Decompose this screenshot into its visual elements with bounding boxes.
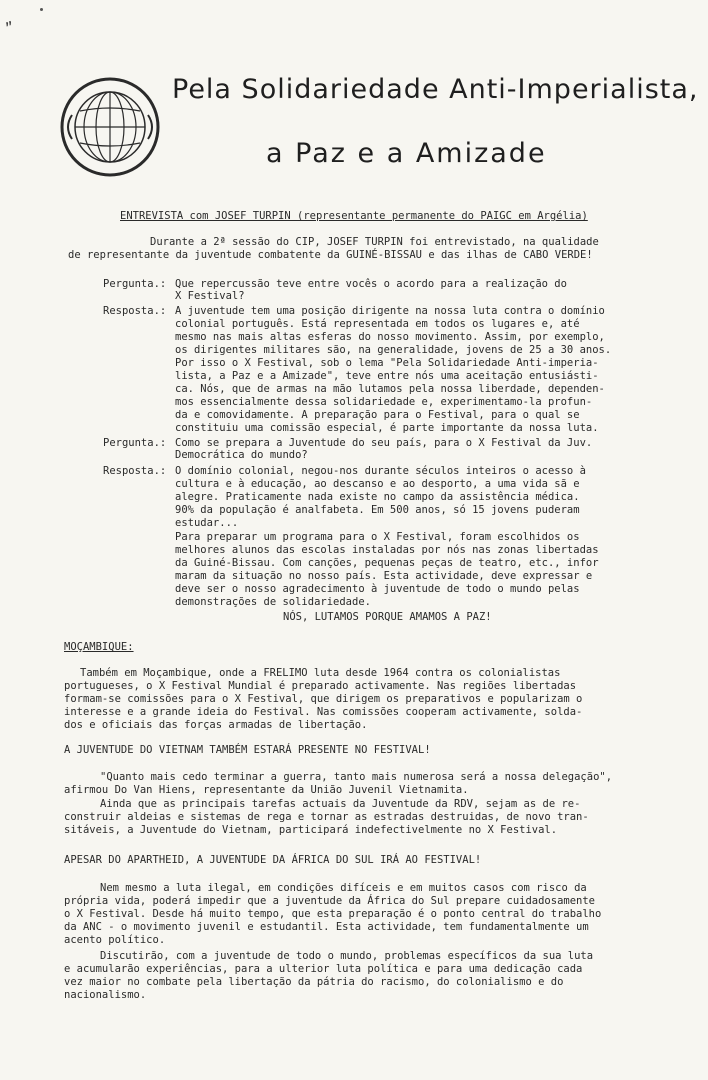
answer-label: Resposta.: <box>103 465 167 477</box>
paragraph-line: "Quanto mais cedo terminar a guerra, tanto mais numerosa será a nossa delegação", <box>100 771 613 783</box>
answer-line: Por isso o X Festival, sob o lema "Pela Solidariedade Anti-imperia- <box>175 357 599 369</box>
answer-line: colonial português. Está representada em todos os lugares e, até <box>175 318 580 330</box>
section-heading-south-africa: APESAR DO APARTHEID, A JUVENTUDE DA ÁFRICA DO SUL IRÁ AO FESTIVAL! <box>64 854 482 866</box>
answer-line: estudar... <box>175 517 239 529</box>
answer-line: mesmo nas mais altas esferas do nosso movimento. Assim, por exemplo, <box>175 331 605 343</box>
question-line: Democrática do mundo? <box>175 449 308 461</box>
interview-slogan: NÓS, LUTAMOS PORQUE AMAMOS A PAZ! <box>283 611 492 623</box>
answer-line: os dirigentes militares são, na generalidade, jovens de 25 a 30 anos. <box>175 344 612 356</box>
answer-line: da e comovidamente. A preparação para o Festival, para o qual se <box>175 409 580 421</box>
answer-line: da Guiné-Bissau. Com canções, pequenas peças de teatro, etc., infor <box>175 557 599 569</box>
answer-line: mos essencialmente dessa solidariedade e, experimentamo-la profun- <box>175 396 593 408</box>
paragraph-line: própria vida, poderá impedir que a juventude da África do Sul prepare cuidadosamente <box>64 895 596 907</box>
answer-line: constituiu uma comissão especial, é parte importante da nossa luta. <box>175 422 599 434</box>
interview-intro-line: Durante a 2ª sessão do CIP, JOSEF TURPIN foi entrevistado, na qualidade <box>150 236 599 248</box>
paragraph-line: o X Festival. Desde há muito tempo, que esta preparação é o ponto central do trabalho <box>64 908 602 920</box>
paragraph-line: interesse e a grande ideia do Festival. Nas comissões cooperam activamente, solda- <box>64 706 583 718</box>
interview-intro-line: de representante da juventude combatente da GUINÉ-BISSAU e das ilhas de CABO VERDE! <box>68 249 593 261</box>
paragraph-line: Também em Moçambique, onde a FRELIMO luta desde 1964 contra os colonialistas <box>80 667 561 679</box>
answer-line: lista, a Paz e a Amizade", teve entre nós uma aceitação entusiásti- <box>175 370 599 382</box>
interview-heading: ENTREVISTA com JOSEF TURPIN (representante permanente do PAIGC em Argélia) <box>120 210 588 222</box>
paragraph-line: da ANC - o movimento juvenil e estudantil. Esta actividade, tem fundamentalmente um <box>64 921 589 933</box>
paragraph-line: dos e oficiais das forças armadas de libertação. <box>64 719 368 731</box>
scan-dot <box>40 8 43 11</box>
question-label: Pergunta.: <box>103 278 167 290</box>
page-title-line-1: Pela Solidariedade Anti-Imperialista, <box>172 74 699 105</box>
paragraph-line: Ainda que as principais tarefas actuais da Juventude da RDV, sejam as de re- <box>100 798 581 810</box>
paragraph-line: vez maior no combate pela libertação da pátria do racismo, do colonialismo e do <box>64 976 564 988</box>
section-heading-mozambique: MOÇAMBIQUE: <box>64 641 134 653</box>
paragraph-line: formam-se comissões para o X Festival, que dirigem os preparativos e popularizam o <box>64 693 583 705</box>
answer-line: O domínio colonial, negou-nos durante séculos inteiros o acesso à <box>175 465 586 477</box>
paragraph-line: afirmou Do Van Hiens, representante da União Juvenil Vietnamita. <box>64 784 469 796</box>
paragraph-line: acento político. <box>64 934 166 946</box>
paragraph-line: e acumularão experiências, para a ulterior luta política e para uma dedicação cada <box>64 963 583 975</box>
paragraph-line: construir aldeias e sistemas de rega e tornar as estradas destruidas, de novo tran- <box>64 811 589 823</box>
paragraph-line: nacionalismo. <box>64 989 147 1001</box>
answer-line: ca. Nós, que de armas na mão lutamos pela nossa liberdade, dependen- <box>175 383 605 395</box>
answer-line: Para preparar um programa para o X Festival, foram escolhidos os <box>175 531 580 543</box>
answer-line: A juventude tem uma posição dirigente na nossa luta contra o domínio <box>175 305 605 317</box>
answer-line: alegre. Praticamente nada existe no campo da assistência médica. <box>175 491 580 503</box>
answer-label: Resposta.: <box>103 305 167 317</box>
answer-line: cultura e à educação, ao descanso e ao desporto, a uma vida sã e <box>175 478 580 490</box>
page-title-line-2: a Paz e a Amizade <box>266 138 547 169</box>
answer-line: deve ser o nosso agradecimento à juventude de todo o mundo pelas <box>175 583 580 595</box>
paragraph-line: portugueses, o X Festival Mundial é preparado activamente. Nas regiões libertadas <box>64 680 577 692</box>
answer-line: maram da situação no nosso país. Esta actividade, deve expressar e <box>175 570 593 582</box>
paragraph-line: sitáveis, a Juventude do Vietnam, participará indefectivelmente no X Festival. <box>64 824 558 836</box>
question-line: Como se prepara a Juventude do seu país, para o X Festival da Juv. <box>175 437 593 449</box>
question-label: Pergunta.: <box>103 437 167 449</box>
scan-mark: ” <box>3 19 17 37</box>
question-line: Que repercussão teve entre vocês o acordo para a realização do <box>175 278 567 290</box>
section-heading-vietnam: A JUVENTUDE DO VIETNAM TAMBÉM ESTARÁ PRESENTE NO FESTIVAL! <box>64 744 431 756</box>
paragraph-line: Nem mesmo a luta ilegal, em condições difíceis e em muitos casos com risco da <box>100 882 587 894</box>
answer-line: melhores alunos das escolas instaladas por nós nas zonas libertadas <box>175 544 599 556</box>
paragraph-line: Discutirão, com a juventude de todo o mundo, problemas específicos da sua luta <box>100 950 594 962</box>
question-line: X Festival? <box>175 290 245 302</box>
answer-line: 90% da população é analfabeta. Em 500 anos, só 15 jovens puderam <box>175 504 580 516</box>
festival-emblem-icon <box>58 75 162 179</box>
answer-line: demonstrações de solidariedade. <box>175 596 371 608</box>
